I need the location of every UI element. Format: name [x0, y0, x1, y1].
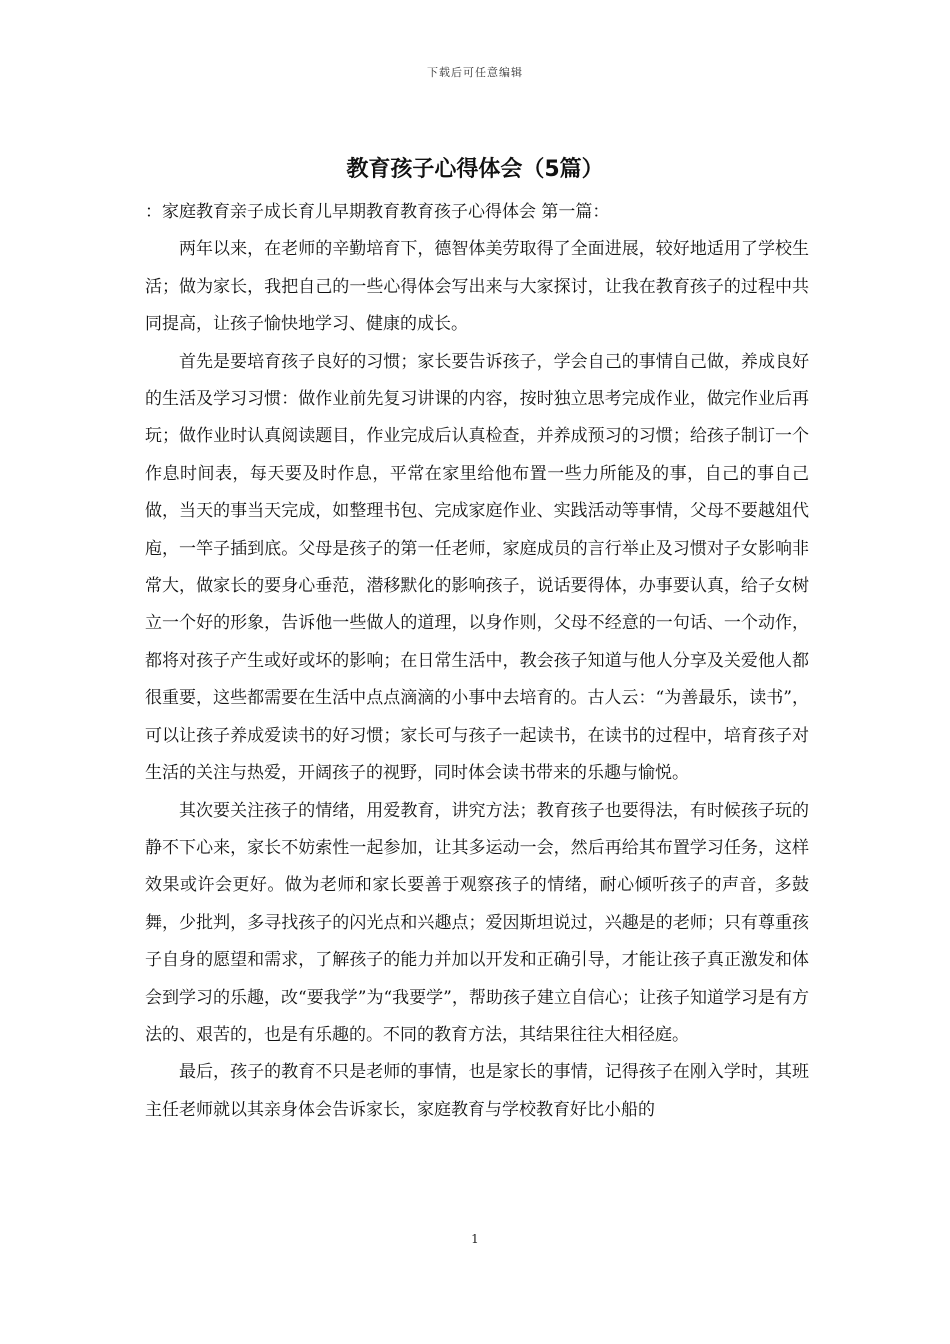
- header-note: 下载后可任意编辑: [427, 66, 523, 79]
- paragraph: 最后，孩子的教育不只是老师的事情，也是家长的事情，记得孩子在刚入学时，其班主任老师就以其亲身体会告诉家长，家庭教育与学校教育好比小船的: [145, 1062, 809, 1120]
- document-body: [145, 194, 809, 1129]
- paragraph-intro: ：家庭教育亲子成长育儿早期教育教育孩子心得体会 第一篇：: [145, 202, 610, 222]
- paragraph: 首先是要培育孩子良好的习惯；家长要告诉孩子，学会自己的事情自己做，养成良好的生活及学习习惯：做作业前先复习讲课的内容，按时独立思考完成作业，做完作业后再玩；做作业时认真阅读题目，作业完成后认真检查，并养成预习的习惯；给孩子制订一个作息时间表，每天要及时作息，平常在家里给他布置一些力所能及的事，自己的事自己做，当天的事当天完成，如整理书包、完成家庭作业、实践活动等事情，父母不要越俎代庖，一竿子插到底。父母是孩子的第一任老师，家庭成员的言行举止及习惯对子女影响非常大，做家长的要身心垂范，潜移默化的影响孩子，说话要得体，办事要认真，给子女树立一个好的形象，告诉他一些做人的道理，以身作则，父母不经意的一句话、一个动作，都将对孩子产生或好或坏的影响；在日常生活中，教会孩子知道与他人分享及关爱他人都很重要，这些都需要在生活中点点滴滴的小事中去培育的。古人云：“为善最乐，读书”，可以让孩子养成爱读书的好习惯；家长可与孩子一起读书，在读书的过程中，培育孩子对生活的关注与热爱，开阔孩子的视野，同时体会读书带来的乐趣与愉悦。: [145, 351, 809, 784]
- page-number: 1: [471, 1232, 479, 1246]
- paragraph: 两年以来，在老师的辛勤培育下，德智体美劳取得了全面进展，较好地适用了学校生活；做为家长，我把自己的一些心得体会写出来与大家探讨，让我在教育孩子的过程中共同提高，让孩子愉快地学习、健康的成长。: [145, 239, 809, 335]
- document-title: 教育孩子心得体会（5篇）: [346, 157, 604, 182]
- paragraph: 其次要关注孩子的情绪，用爱教育，讲究方法；教育孩子也要得法，有时候孩子玩的静不下心来，家长不妨索性一起参加，让其多运动一会，然后再给其布置学习任务，这样效果或许会更好。做为老师和家长要善于观察孩子的情绪，耐心倾听孩子的声音，多鼓舞，少批判，多寻找孩子的闪光点和兴趣点；爱因斯坦说过，兴趣是的老师；只有尊重孩子自身的愿望和需求，了解孩子的能力并加以开发和正确引导，才能让孩子真正激发和体会到学习的乐趣，改“要我学”为“我要学”，帮助孩子建立自信心；让孩子知道学习是有方法的、艰苦的，也是有乐趣的。不同的教育方法，其结果往往大相径庭。: [145, 800, 809, 1045]
